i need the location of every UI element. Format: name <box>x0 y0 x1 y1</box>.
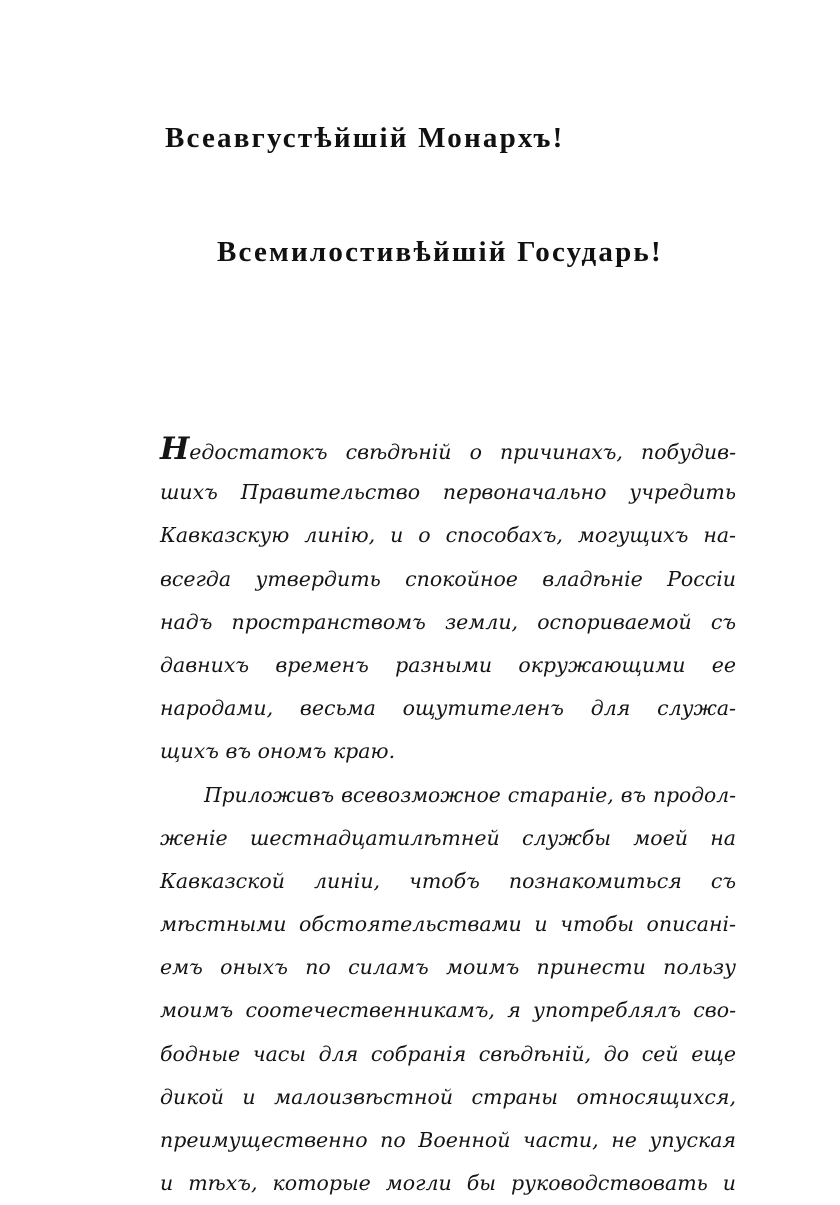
text-line: Недостатокъ свѣдѣній о причинахъ, побудив- <box>160 428 736 471</box>
text-line: надъ пространствомъ земли, оспориваемой съ <box>160 601 736 644</box>
text-line: щихъ въ ономъ краю. <box>160 730 736 773</box>
text-line: женіе шестнадцатилѣтней службы моей на <box>160 817 736 860</box>
text-line: народами, весьма ощутителенъ для служа- <box>160 687 736 730</box>
text-line: мѣстными обстоятельствами и чтобы описані- <box>160 903 736 946</box>
paragraph-1 <box>160 428 736 774</box>
paragraph-2 <box>160 774 736 1205</box>
text-line: и тѣхъ, которые могли бы руководствовать и <box>160 1162 736 1205</box>
text-line: всегда утвердить спокойное владѣніе Россіи <box>160 558 736 601</box>
body-text <box>160 428 736 1205</box>
salutation-heading: Всеавгустѣйшій Монархъ! <box>165 122 565 155</box>
text-line: Приложивъ всевозможное стараніе, въ продол- <box>160 774 736 817</box>
drop-cap: Н <box>160 431 189 467</box>
text-line: моимъ соотечественникамъ, я употреблялъ сво- <box>160 989 736 1032</box>
text-line: дикой и малоизвѣстной страны относящихся, <box>160 1076 736 1119</box>
text-line: емъ оныхъ по силамъ моимъ принести пользу <box>160 946 736 989</box>
text-line: шихъ Правительство первоначально учредить <box>160 471 736 514</box>
text-line: преимущественно по Военной части, не упуская <box>160 1119 736 1162</box>
text-line: Кавказской линіи, чтобъ познакомиться съ <box>160 860 736 903</box>
text-line: бодные часы для собранія свѣдѣній, до сей еще <box>160 1033 736 1076</box>
address-heading: Всемилостивѣйшій Государь! <box>217 236 663 269</box>
text-line: Кавказскую линію, и о способахъ, могущихъ на- <box>160 514 736 557</box>
text-line: давнихъ временъ разными окружающими ее <box>160 644 736 687</box>
